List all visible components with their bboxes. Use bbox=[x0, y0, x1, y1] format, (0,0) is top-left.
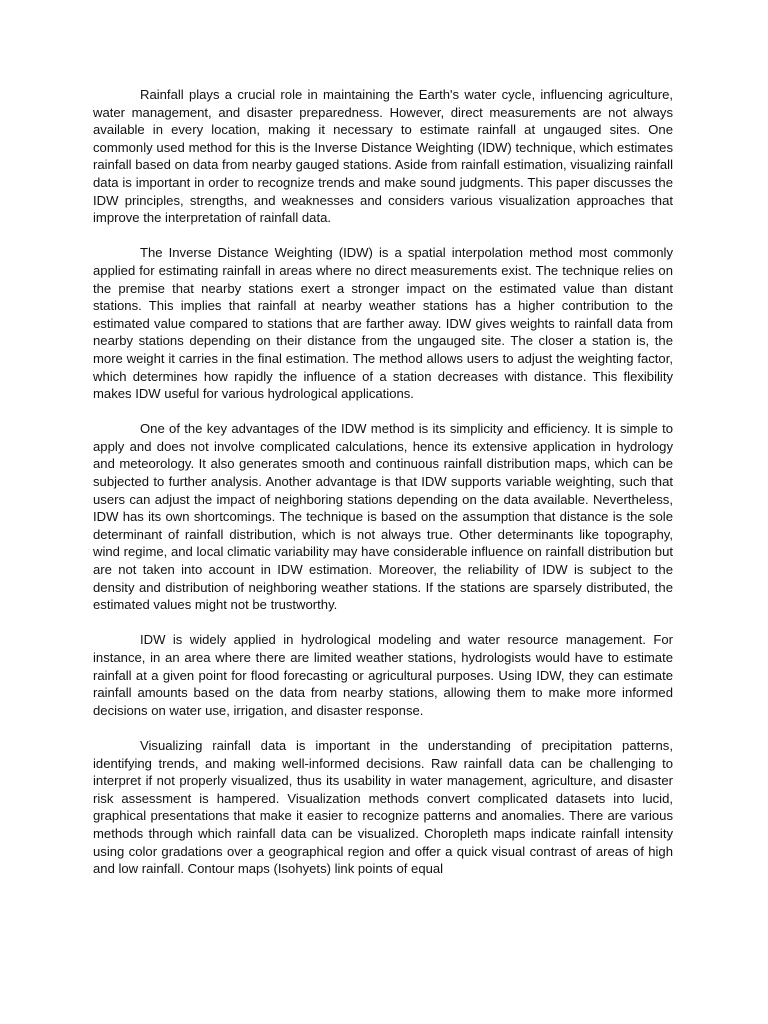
paragraph-visualization: Visualizing rainfall data is important in the understanding of precipitation patterns, identifying trends, and making well-informed decisions. Raw rainfall data can be challenging to interpret if not properly visualized, thus its usability in water management, agriculture, and disaster risk assessment is hampered. Visualization methods convert complicated datasets into lucid, graphical presentations that make it easier to recognize patterns and anomalies. There are various methods through which rainfall data can be visualized. Choropleth maps indicate rainfall intensity using color gradations over a geographical region and offer a quick visual contrast of areas of high and low rainfall. Contour maps (Isohyets) link points of equal bbox=[93, 737, 673, 877]
document-body bbox=[93, 86, 673, 878]
paragraph-idw-definition: The Inverse Distance Weighting (IDW) is a spatial interpolation method most commonly applied for estimating rainfall in areas where no direct measurements exist. The technique relies on the premise that nearby stations exert a stronger impact on the estimated value than distant stations. This implies that rainfall at nearby weather stations has a higher contribution to the estimated value compared to stations that are farther away. IDW gives weights to rainfall data from nearby stations depending on their distance from the ungauged site. The closer a station is, the more weight it carries in the final estimation. The method allows users to adjust the weighting factor, which determines how rapidly the influence of a station decreases with distance. This flexibility makes IDW useful for various hydrological applications. bbox=[93, 245, 673, 402]
paragraph-applications: IDW is widely applied in hydrological modeling and water resource management. For instance, in an area where there are limited weather stations, hydrologists would have to estimate rainfall at a given point for flood forecasting or agricultural purposes. Using IDW, they can estimate rainfall amounts based on the data from nearby stations, allowing them to make more informed decisions on water use, irrigation, and disaster response. bbox=[93, 632, 673, 718]
paragraph-advantages-limitations: One of the key advantages of the IDW method is its simplicity and efficiency. It is simple to apply and does not involve complicated calculations, hence its extensive application in hydrology and meteorology. It also generates smooth and continuous rainfall distribution maps, which can be subjected to further analysis. Another advantage is that IDW supports variable weighting, such that users can adjust the impact of neighboring stations depending on the data available. Nevertheless, IDW has its own shortcomings. The technique is based on the assumption that distance is the sole determinant of rainfall distribution, which is not always true. Other determinants like topography, wind regime, and local climatic variability may have considerable influence on rainfall distribution but are not taken into account in IDW estimation. Moreover, the reliability of IDW is subject to the density and distribution of neighboring weather stations. If the stations are sparsely distributed, the estimated values might not be trustworthy. bbox=[93, 421, 673, 613]
paragraph-intro: Rainfall plays a crucial role in maintaining the Earth's water cycle, influencing agriculture, water management, and disaster preparedness. However, direct measurements are not always available in every location, making it necessary to estimate rainfall at ungauged sites. One commonly used method for this is the Inverse Distance Weighting (IDW) technique, which estimates rainfall based on data from nearby gauged stations. Aside from rainfall estimation, visualizing rainfall data is important in order to recognize trends and make sound judgments. This paper discusses the IDW principles, strengths, and weaknesses and considers various visualization approaches that improve the interpretation of rainfall data. bbox=[93, 87, 673, 226]
